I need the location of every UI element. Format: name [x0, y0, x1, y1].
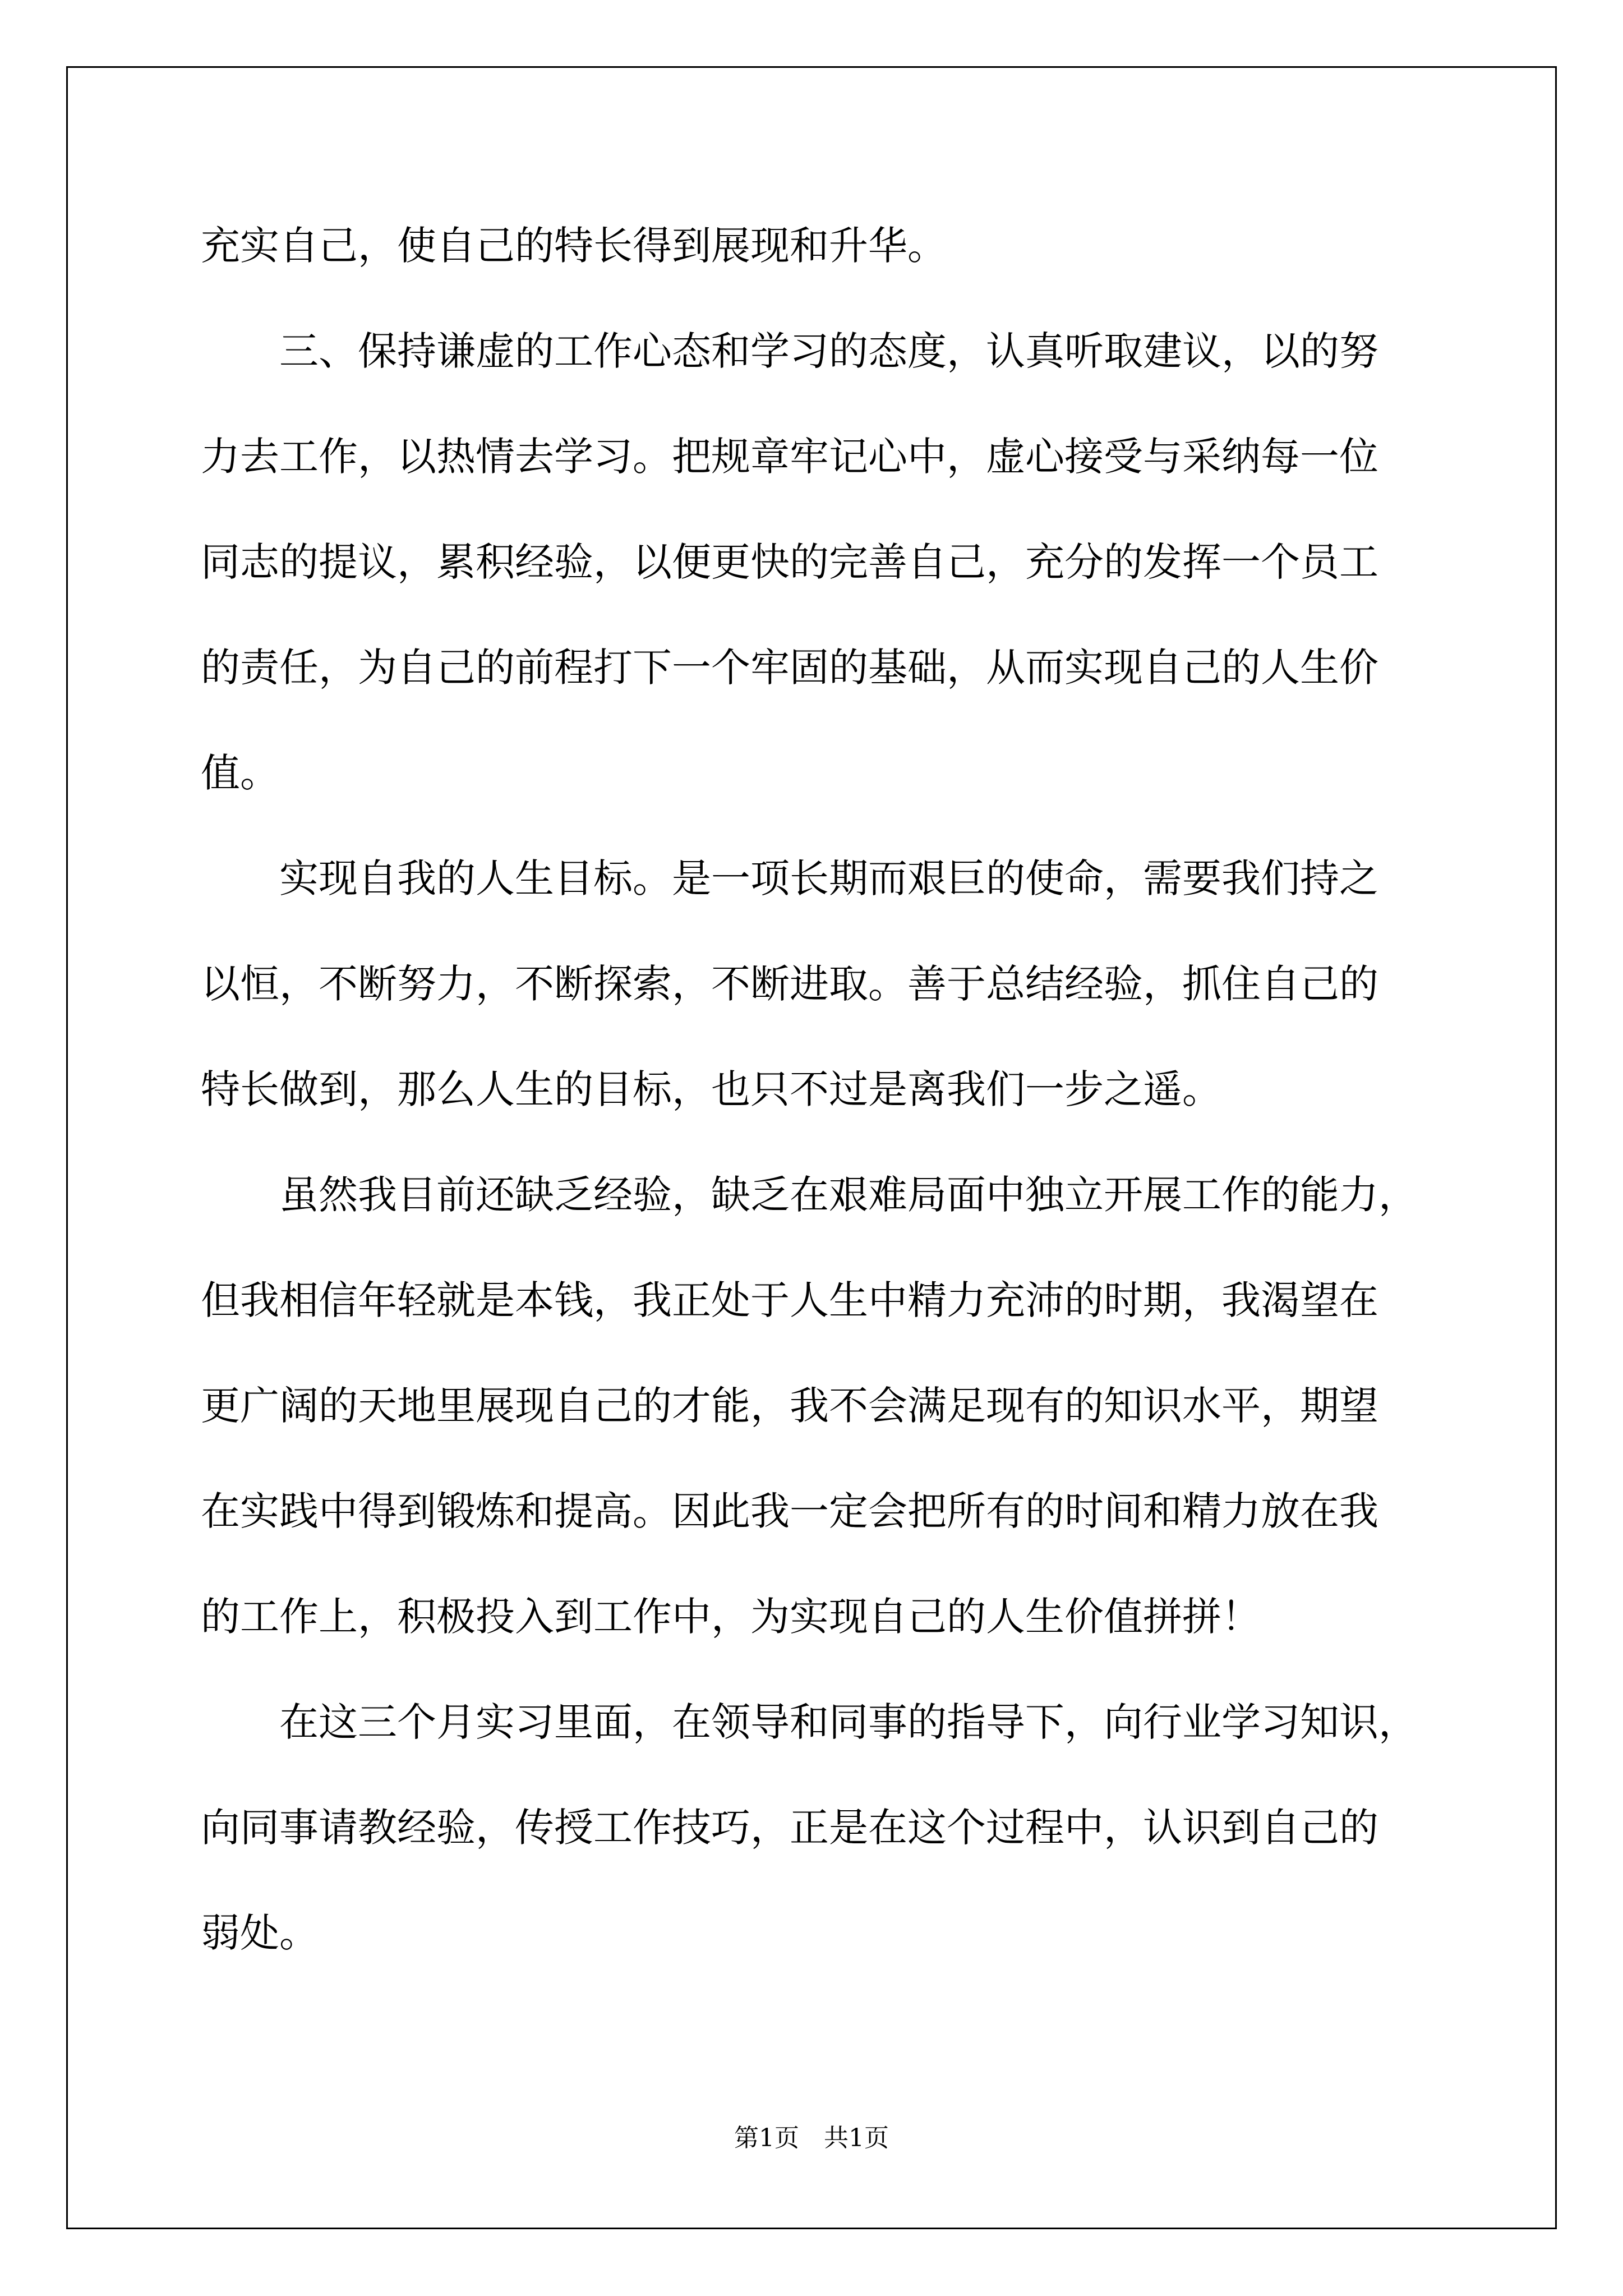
text-line: 但我相信年轻就是本钱，我正处于人生中精力充沛的时期，我渴望在 — [201, 1277, 1378, 1323]
text-line: 弱处。 — [201, 1910, 319, 1956]
text-line: 虽然我目前还缺乏经验，缺乏在艰难局面中独立开展工作的能力， — [201, 1172, 1418, 1218]
text-line: 向同事请教经验，传授工作技巧，正是在这个过程中，认识到自己的 — [201, 1805, 1378, 1851]
text-line: 更广阔的天地里展现自己的才能，我不会满足现有的知识水平，期望 — [201, 1383, 1378, 1429]
text-line: 力去工作，以热情去学习。把规章牢记心中，虚心接受与采纳每一位 — [201, 434, 1378, 480]
text-line: 在这三个月实习里面，在领导和同事的指导下，向行业学习知识， — [201, 1699, 1418, 1745]
text-line: 的工作上，积极投入到工作中，为实现自己的人生价值拼拼！ — [201, 1594, 1261, 1640]
text-line: 的责任，为自己的前程打下一个牢固的基础，从而实现自己的人生价 — [201, 645, 1378, 691]
text-line: 特长做到，那么人生的目标，也只不过是离我们一步之遥。 — [201, 1066, 1221, 1112]
page-number: 第1页 共1页 — [734, 2124, 889, 2152]
text-line: 三、保持谦虚的工作心态和学习的态度，认真听取建议，以的努 — [201, 328, 1378, 374]
text-line: 实现自我的人生目标。是一项长期而艰巨的使命，需要我们持之 — [201, 855, 1378, 901]
text-line: 同志的提议，累积经验，以便更快的完善自己，充分的发挥一个员工 — [201, 539, 1378, 585]
text-line: 在实践中得到锻炼和提高。因此我一定会把所有的时间和精力放在我 — [201, 1488, 1378, 1534]
text-line: 值。 — [201, 750, 279, 796]
text-line: 充实自己，使自己的特长得到展现和升华。 — [201, 223, 947, 269]
text-line: 以恒，不断努力，不断探索，不断进取。善于总结经验，抓住自己的 — [201, 961, 1378, 1007]
